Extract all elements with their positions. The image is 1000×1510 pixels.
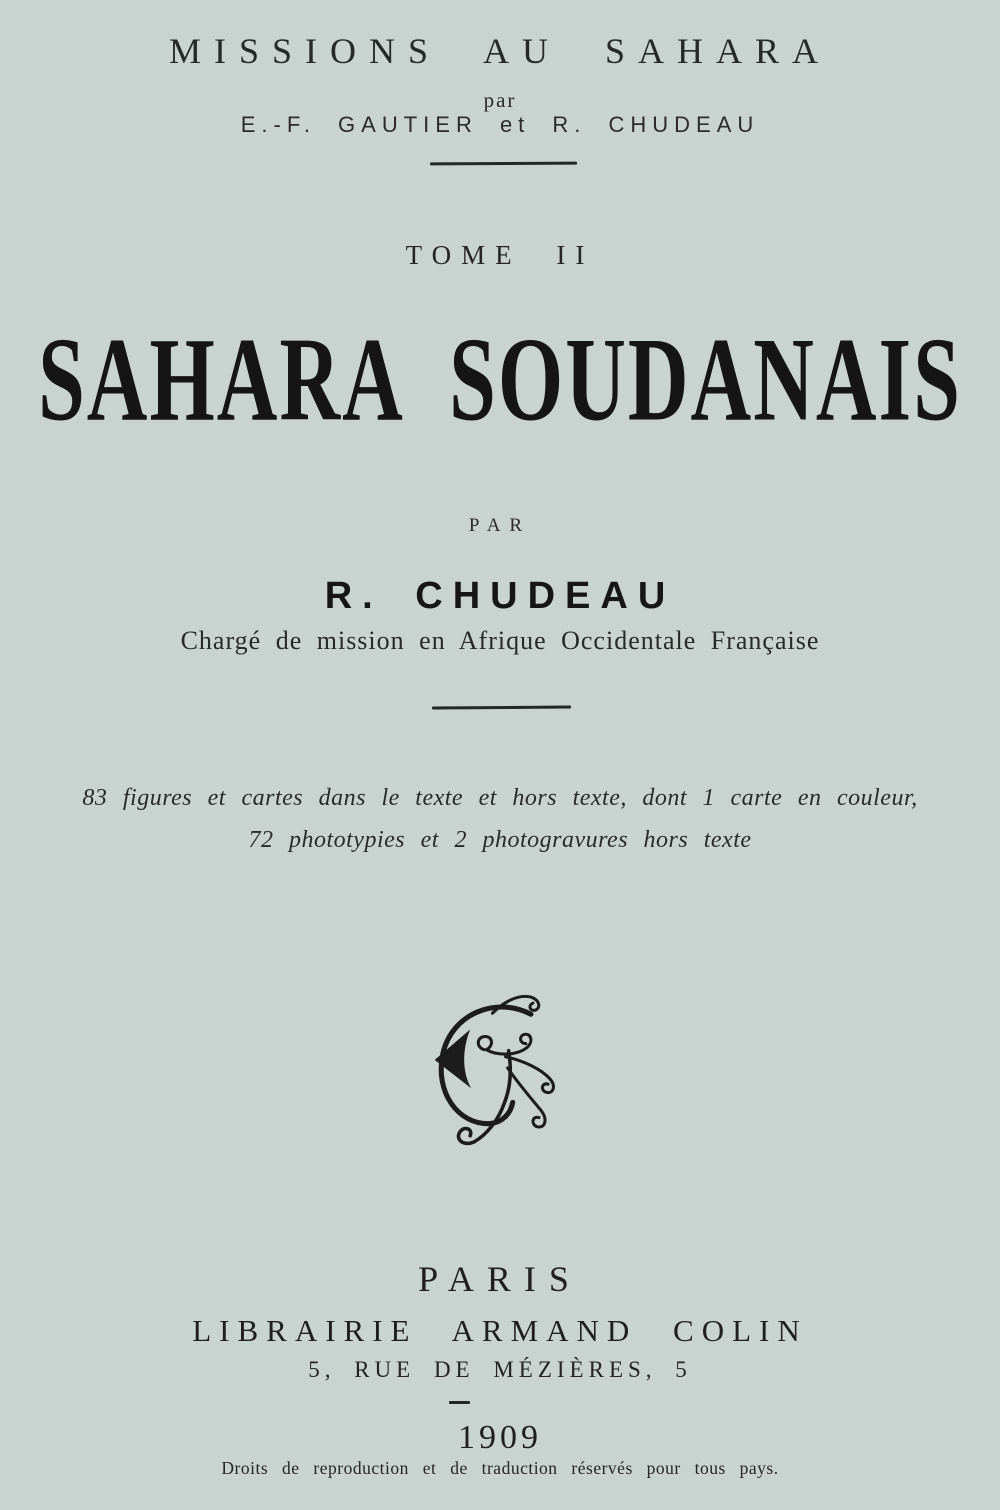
- divider-rule-top: [430, 162, 577, 166]
- illustrations-note-line2: 72 phototypies et 2 photogravures hors texte: [248, 827, 752, 853]
- illustrations-note-line1: 83 figures et cartes dans le texte et hors texte, dont 1 carte en couleur,: [82, 785, 918, 811]
- series-title: MISSIONS AU SAHARA: [168, 31, 832, 71]
- volume-label: TOME II: [405, 240, 595, 270]
- imprint-year: 1909: [458, 1419, 542, 1456]
- imprint-city: PARIS: [418, 1259, 582, 1299]
- imprint-publisher: LIBRAIRIE ARMAND COLIN: [192, 1313, 808, 1348]
- author-name: R. CHUDEAU: [324, 575, 676, 617]
- imprint-address: 5, RUE DE MÉZIÈRES, 5: [308, 1357, 692, 1382]
- author-subtitle: Chargé de mission en Afrique Occidentale Française: [180, 626, 820, 655]
- imprint-rights-notice: Droits de reproduction et de traduction réservés pour tous pays.: [221, 1458, 779, 1478]
- divider-rule-middle: [432, 706, 571, 709]
- divider-dash-bottom: [449, 1401, 470, 1404]
- main-title: SAHARA SOUDANAIS: [38, 314, 962, 447]
- publisher-monogram-icon: [433, 993, 563, 1153]
- series-byline-par: par: [483, 88, 517, 112]
- series-authors: E.-F. GAUTIER et R. CHUDEAU: [240, 112, 760, 137]
- main-title-wrap: [0, 314, 1000, 447]
- par-label: PAR: [468, 515, 532, 536]
